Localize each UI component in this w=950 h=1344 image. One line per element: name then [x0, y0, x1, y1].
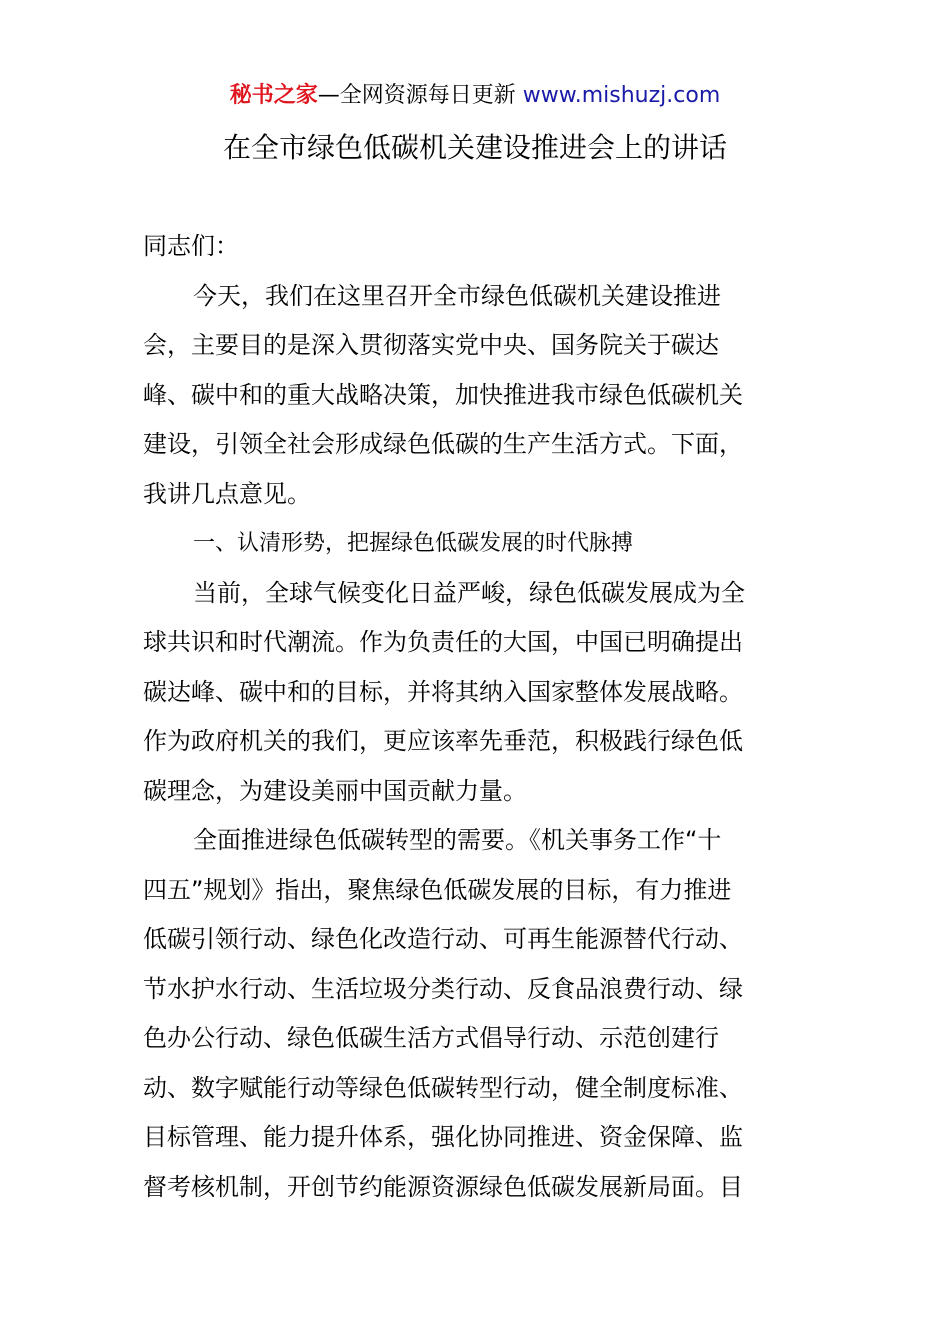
paragraph-line: 球共识和时代潮流。作为负责任的大国，中国已明确提出: [143, 628, 743, 656]
paragraph-line: 会，主要目的是深入贯彻落实党中央、国务院关于碳达: [143, 331, 719, 359]
site-brand: 秘书之家: [229, 83, 318, 108]
document-title: 在全市绿色低碳机关建设推进会上的讲话: [222, 131, 727, 164]
paragraph-line: 建设，引领全社会形成绿色低碳的生产生活方式。下面，: [143, 430, 743, 458]
site-tagline: —全网资源每日更新: [317, 83, 523, 108]
paragraph-line: 低碳引领行动、绿色化改造行动、可再生能源替代行动、: [143, 925, 743, 953]
paragraph-line: 碳达峰、碳中和的目标，并将其纳入国家整体发展战略。: [143, 677, 743, 706]
site-header: [0, 80, 950, 112]
paragraph-line: 我讲几点意见。: [143, 479, 311, 508]
paragraph-line: 色办公行动、绿色低碳生活方式倡导行动、示范创建行: [143, 1024, 719, 1052]
paragraph-line: 当前，全球气候变化日益严峻，绿色低碳发展成为全: [193, 578, 745, 607]
paragraph-line: 今天，我们在这里召开全市绿色低碳机关建设推进: [193, 281, 721, 310]
paragraph-line: 动、数字赋能行动等绿色低碳转型行动，健全制度标准、: [143, 1073, 743, 1102]
section-heading: 一、认清形势，把握绿色低碳发展的时代脉搏: [193, 531, 634, 556]
paragraph-line: 全面推进绿色低碳转型的需要。《机关事务工作“十: [193, 826, 722, 854]
document-body: [143, 222, 808, 1212]
paragraph-line: 节水护水行动、生活垃圾分类行动、反食品浪费行动、绿: [143, 974, 743, 1003]
paragraph-line: 目标管理、能力提升体系，强化协同推进、资金保障、监: [143, 1123, 743, 1151]
paragraph-line: 督考核机制，开创节约能源资源绿色低碳发展新局面。目: [143, 1172, 743, 1201]
site-url-link[interactable]: www.mishuzj.com: [522, 83, 721, 108]
salutation: 同志们：: [143, 232, 239, 260]
paragraph-line: 四五”规划》指出，聚焦绿色低碳发展的目标，有力推进: [143, 875, 732, 904]
paragraph-line: 碳理念，为建设美丽中国贡献力量。: [143, 776, 527, 805]
paragraph-line: 作为政府机关的我们，更应该率先垂范，积极践行绿色低: [143, 727, 743, 755]
paragraph-line: 峰、碳中和的重大战略决策，加快推进我市绿色低碳机关: [143, 380, 743, 409]
